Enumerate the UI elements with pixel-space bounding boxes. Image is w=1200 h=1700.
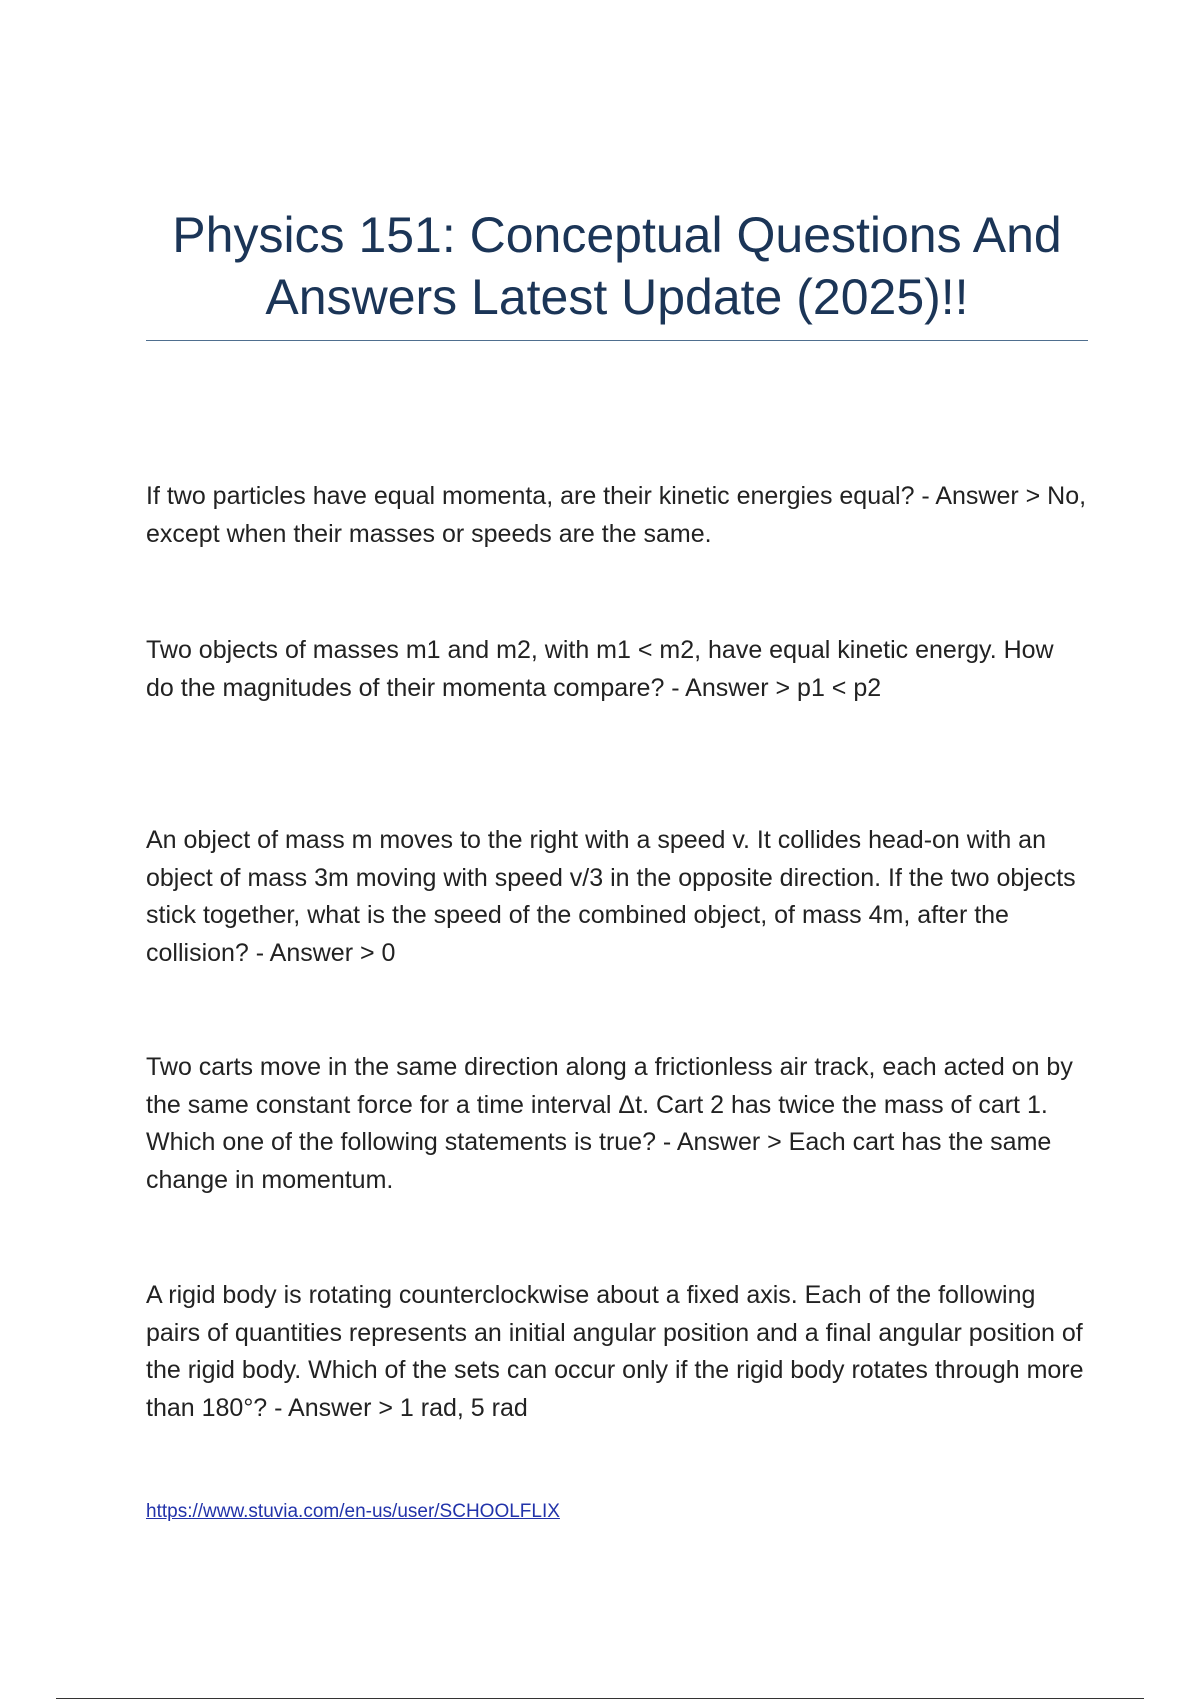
author-profile-link[interactable]: https://www.stuvia.com/en-us/user/SCHOOLFLIX: [146, 1501, 560, 1522]
qa-item-2: Two objects of masses m1 and m2, with m1 < m2, have equal kinetic energy. How do the magnitudes of their momenta compare? - Answer > p1 < p2: [146, 636, 1054, 702]
footer-divider: [56, 1698, 1144, 1699]
qa-item-5: A rigid body is rotating counterclockwise about a fixed axis. Each of the following pairs of quantities represents an initial angular position and a final angular position of the rigid body. Which of the sets can occur only if the rigid body rotates through more than 180°? - Answer > 1 rad, 5 rad: [146, 1281, 1084, 1422]
qa-item-3: An object of mass m moves to the right with a speed v. It collides head-on with an object of mass 3m moving with speed v/3 in the opposite direction. If the two objects stick together, what is the speed of the combined object, of mass 4m, after the collision? - Answer > 0: [146, 826, 1076, 967]
title-block: [146, 204, 1088, 341]
qa-item-1: If two particles have equal momenta, are their kinetic energies equal? - Answer > No, except when their masses or speeds are the same.: [146, 482, 1087, 548]
page-title: Physics 151: Conceptual Questions And Answers Latest Update (2025)!!: [172, 207, 1062, 325]
qa-item-4: Two carts move in the same direction along a frictionless air track, each acted on by the same constant force for a time interval Δt. Cart 2 has twice the mass of cart 1. Which one of the following statements is true? - Answer > Each cart has the same change in momentum.: [146, 1053, 1073, 1194]
